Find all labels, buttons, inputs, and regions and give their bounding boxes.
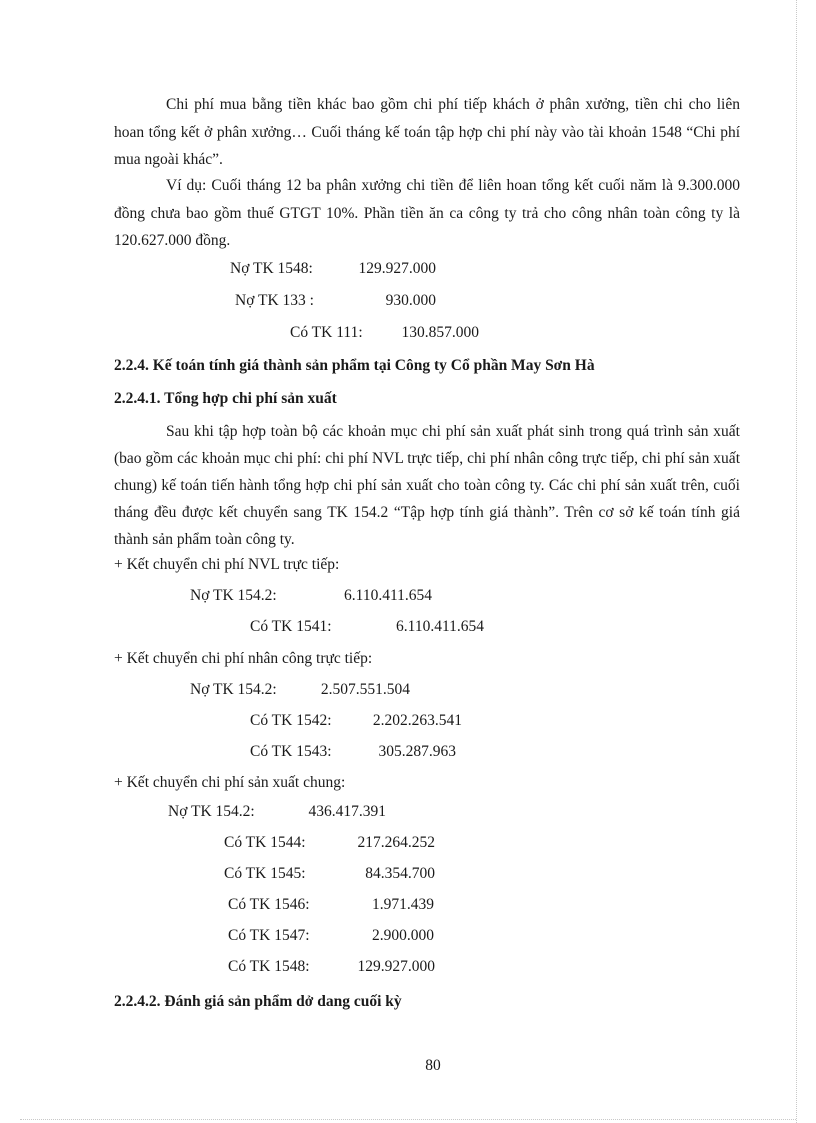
entry-amount: 129.927.000 bbox=[358, 260, 436, 277]
entry-amount: 84.354.700 bbox=[365, 865, 435, 882]
paragraph-cost-summary: Sau khi tập hợp toàn bộ các khoản mục chi phí sản xuất phát sinh trong quá trình sản xuất (bao gồm các khoản mục chi phí: chi phí NVL trực tiếp, chi phí nhân công trực tiếp, chi phí sản xuất chung) kế toán tiến hành tổng hợp chi phí sản xuất cho toàn công ty. Các chi phí sản xuất trên, cuối tháng đều được kết chuyển sang TK 154.2 “Tập hợp tính giá thành”. Trên cơ sở kế toán tính giá thành sản phẩm toàn công ty. bbox=[114, 423, 740, 548]
entry-amount: 930.000 bbox=[385, 292, 436, 309]
paragraph-other-expenses: Chi phí mua bằng tiền khác bao gồm chi phí tiếp khách ở phân xưởng, tiền chi cho liên hoan tổng kết ở phân xưởng… Cuối tháng kế toán tập hợp chi phí này vào tài khoản 1548 “Chi phí mua ngoài khác”. bbox=[114, 96, 740, 168]
page-bottom-rule bbox=[20, 1119, 796, 1120]
entry-amount: 6.110.411.654 bbox=[344, 587, 432, 604]
entry-label: Nợ TK 154.2: bbox=[190, 587, 277, 604]
entry-amount: 217.264.252 bbox=[357, 834, 435, 851]
paragraph-example: Ví dụ: Cuối tháng 12 ba phân xưởng chi tiền để liên hoan tổng kết cuối năm là 9.300.000 đồng chưa bao gồm thuế GTGT 10%. Phần tiền ăn ca công ty trả cho công nhân toàn công ty là 120.627.000 đồng. bbox=[114, 177, 740, 249]
section-heading-2-2-4: 2.2.4. Kế toán tính giá thành sản phẩm tại Công ty Cổ phần May Sơn Hà bbox=[114, 357, 595, 374]
entry-label: Có TK 1547: bbox=[228, 927, 310, 944]
entry-label: Nợ TK 154.2: bbox=[190, 681, 277, 698]
entry-label: Có TK 1544: bbox=[224, 834, 306, 851]
page-edge-rule bbox=[796, 0, 797, 1123]
entry-amount: 129.927.000 bbox=[357, 958, 435, 975]
entry-amount: 130.857.000 bbox=[401, 324, 479, 341]
entry-label: Nợ TK 133 : bbox=[235, 292, 314, 309]
entry-label: Nợ TK 154.2: bbox=[168, 803, 255, 820]
transfer-title-labor: + Kết chuyển chi phí nhân công trực tiếp: bbox=[114, 650, 373, 667]
transfer-title-nvl: + Kết chuyển chi phí NVL trực tiếp: bbox=[114, 556, 340, 573]
page-number: 80 bbox=[425, 1057, 441, 1074]
entry-label: Có TK 1541: bbox=[250, 618, 332, 635]
entry-label: Có TK 1546: bbox=[228, 896, 310, 913]
entry-amount: 1.971.439 bbox=[372, 896, 434, 913]
entry-label: Có TK 1543: bbox=[250, 743, 332, 760]
entry-label: Có TK 1548: bbox=[228, 958, 310, 975]
entry-amount: 2.507.551.504 bbox=[320, 681, 410, 698]
entry-amount: 6.110.411.654 bbox=[396, 618, 484, 635]
entry-amount: 436.417.391 bbox=[308, 803, 386, 820]
entry-label: Nợ TK 1548: bbox=[230, 260, 313, 277]
transfer-title-overhead: + Kết chuyển chi phí sản xuất chung: bbox=[114, 774, 346, 791]
entry-amount: 2.900.000 bbox=[372, 927, 434, 944]
entry-amount: 2.202.263.541 bbox=[372, 712, 462, 729]
entry-label: Có TK 1545: bbox=[224, 865, 306, 882]
entry-amount: 305.287.963 bbox=[378, 743, 456, 760]
section-heading-2-2-4-1: 2.2.4.1. Tổng hợp chi phí sản xuất bbox=[114, 390, 337, 407]
section-heading-2-2-4-2: 2.2.4.2. Đánh giá sản phẩm dở dang cuối kỳ bbox=[114, 993, 402, 1010]
entry-label: Có TK 111: bbox=[290, 324, 363, 341]
entry-label: Có TK 1542: bbox=[250, 712, 332, 729]
